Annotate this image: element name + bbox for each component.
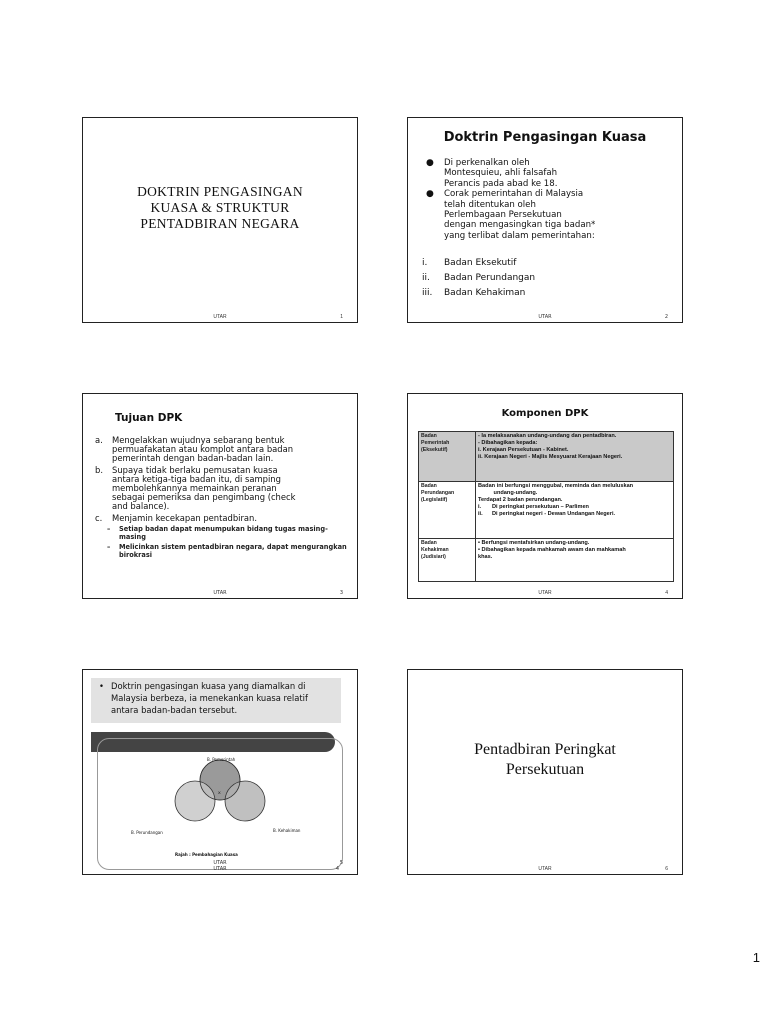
bullet-line: Malaysia berbeza, ia menekankan kuasa relatif [111,693,308,703]
row-header [419,482,476,539]
row-body [476,539,674,582]
cell-line: Badan [421,433,437,439]
row-body [476,482,674,539]
item-line: permuafakatan atau komplot antara badan [112,444,294,455]
sub-item [95,543,347,559]
slide-2 [407,117,683,323]
slide-4-title: Komponen DPK [501,408,589,419]
list-item [95,514,347,523]
sub-line: birokrasi [119,550,153,559]
cell-line: Kehakiman [421,547,449,553]
row-header [419,432,476,482]
cell-line: undang-undang. [478,490,538,496]
dash-icon: – [107,542,111,551]
numbered-list [422,256,535,301]
item-key: b. [95,464,103,475]
sub-line: Setiap badan dapat menumpukan bidang tugas masing- [119,524,328,533]
venn-label-top: B. Pemerintah [207,757,236,762]
cell-line: (Judisiari) [421,554,446,560]
item-key: ii. [422,273,430,283]
slide-1 [82,117,358,323]
cell-line: Badan [421,540,437,546]
item-line: Menjamin kecekapan pentadbiran. [112,512,258,523]
dash-icon: – [107,524,111,533]
numbered-item [422,271,535,286]
item-key: c. [95,512,103,523]
slide-number: 5 [339,860,343,866]
cell-line: Badan [421,483,437,489]
slide-3-title: Tujuan DPK [115,412,183,424]
venn-diagram [103,750,323,860]
bullet-line: Doktrin pengasingan kuasa yang diamalkan di [111,681,306,691]
item-text: Badan Eksekutif [444,258,517,268]
item-line: pemerintah dengan badan-badan lain. [112,453,274,464]
venn-center-label: X [218,790,221,795]
item-line: sebagai pemeriksa dan pengimbang (check [112,492,296,503]
slide-6 [407,669,683,875]
bullet-icon: ● [426,158,434,168]
bullet-icon: ● [426,189,434,200]
page-number: 1 [752,950,760,965]
sub-line: Melicinkan sistem pentadbiran negara, dapat mengurangkan [119,542,347,551]
sub-line: masing [119,532,146,541]
title-line: KUASA & STRUKTUR [150,200,290,215]
highlight-box [91,678,341,723]
bullet-line: Perancis pada abad ke 18. [444,178,558,189]
purpose-list [95,436,347,559]
cell-line: Perundangan [421,490,455,496]
title-line: PENTADBIRAN NEGARA [140,216,300,231]
slide-number-overlay: 4 [335,866,339,872]
table-row [419,432,674,482]
cell-line: (Eksekutif) [421,447,448,453]
slide-4 [407,393,683,599]
item-key: a. [95,435,103,445]
slide-number: 4 [665,590,668,596]
cell-line: - Ia melaksanakan undang-undang dan pentadbiran. [478,433,617,439]
item-text: Badan Kehakiman [444,288,526,298]
list-item [95,436,347,464]
item-text: Badan Perundangan [444,273,536,283]
list-item [95,466,347,512]
footer-source-overlay: UTAR [213,866,227,872]
bullet-list [422,158,672,241]
slide-2-title: Doktrin Pengasingan Kuasa [443,130,647,145]
bullet-line: Perlembagaan Persekutuan [444,210,562,221]
slide-5 [82,669,358,875]
bullet-line: yang terlibat dalam pemerintahan: [444,230,595,241]
diagram-caption: Rajah : Pembahagian Kuasa [175,852,238,857]
numbered-item [422,286,535,301]
cell-line: Badan ini berfungsi menggubal, meminda dan meluluskan [478,483,634,489]
cell-line: Terdapat 2 badan perundangan. [478,497,563,503]
bullet-item [422,158,672,189]
cell-line: (Legislatif) [421,497,448,503]
item-key: i. [422,258,428,268]
slide-number: 2 [664,314,668,320]
item-key: iii. [422,288,433,298]
cell-line: ii. Di peringkat negeri - Dewan Undangan Negeri. [478,511,616,517]
slide-number: 1 [340,314,343,320]
bullet-icon: • [99,681,104,691]
slide-number: 6 [665,866,668,872]
title-line: Pentadbiran Peringkat [474,741,616,758]
table-row [419,482,674,539]
cell-line: i. Kerajaan Persekutuan - Kabinet. [478,447,569,453]
bullet-line: antara badan-badan tersebut. [111,705,238,715]
bullet-line: Corak pemerintahan di Malaysia [444,189,584,200]
footer-source: UTAR [213,314,227,320]
numbered-item [422,256,535,271]
venn-label-right: B. Kehakiman [273,828,301,833]
bullet-line: Montesquieu, ahli falsafah [444,168,558,179]
venn-label-left: B. Perundangan [131,830,163,835]
cell-line: - Dibahagikan kepada: [478,440,538,446]
row-body [476,432,674,482]
footer-source: UTAR [538,866,552,872]
item-line: antara ketiga-tiga badan itu, di samping [112,473,281,484]
footer-source: UTAR [538,590,552,596]
footer-source: UTAR [213,590,227,596]
slide-number: 3 [339,590,343,596]
slide-6-title [418,740,672,780]
venn-circle-left [175,781,215,821]
slide-1-title [93,184,347,232]
cell-line: • Dibahagikan kepada mahkamah awam dan mahkamah [478,547,626,553]
cell-line: khas. [478,554,493,560]
footer-source: UTAR [538,314,552,320]
sub-item [95,525,347,541]
bullet-item [422,189,672,241]
footer-source: UTAR [213,860,227,866]
bullet-line: Di perkenalkan oleh [444,158,530,168]
title-line: DOKTRIN PENGASINGAN [137,184,303,199]
item-line: and balance). [112,501,170,512]
venn-circle-right [225,781,265,821]
bullet-line: telah ditentukan oleh [444,199,536,210]
cell-line: • Berfungsi mentafsirkan undang-undang. [478,540,590,546]
bullet-line: dengan mengasingkan tiga badan* [444,220,596,231]
cell-line: ii. Kerajaan Negeri - Majlis Mesyuarat Kerajaan Negeri. [478,454,623,460]
item-line: membolehkannya memainkan peranan [112,483,277,494]
title-line: Persekutuan [505,761,585,778]
item-line: Mengelakkan wujudnya sebarang bentuk [112,435,285,445]
component-table [418,431,674,582]
table-row [419,539,674,582]
cell-line: Pemerintah [421,440,450,446]
row-header [419,539,476,582]
item-line: Supaya tidak berlaku pemusatan kuasa [112,464,278,475]
slide-3 [82,393,358,599]
cell-line: i. Di peringkat persekutuan – Parlimen [478,504,589,510]
